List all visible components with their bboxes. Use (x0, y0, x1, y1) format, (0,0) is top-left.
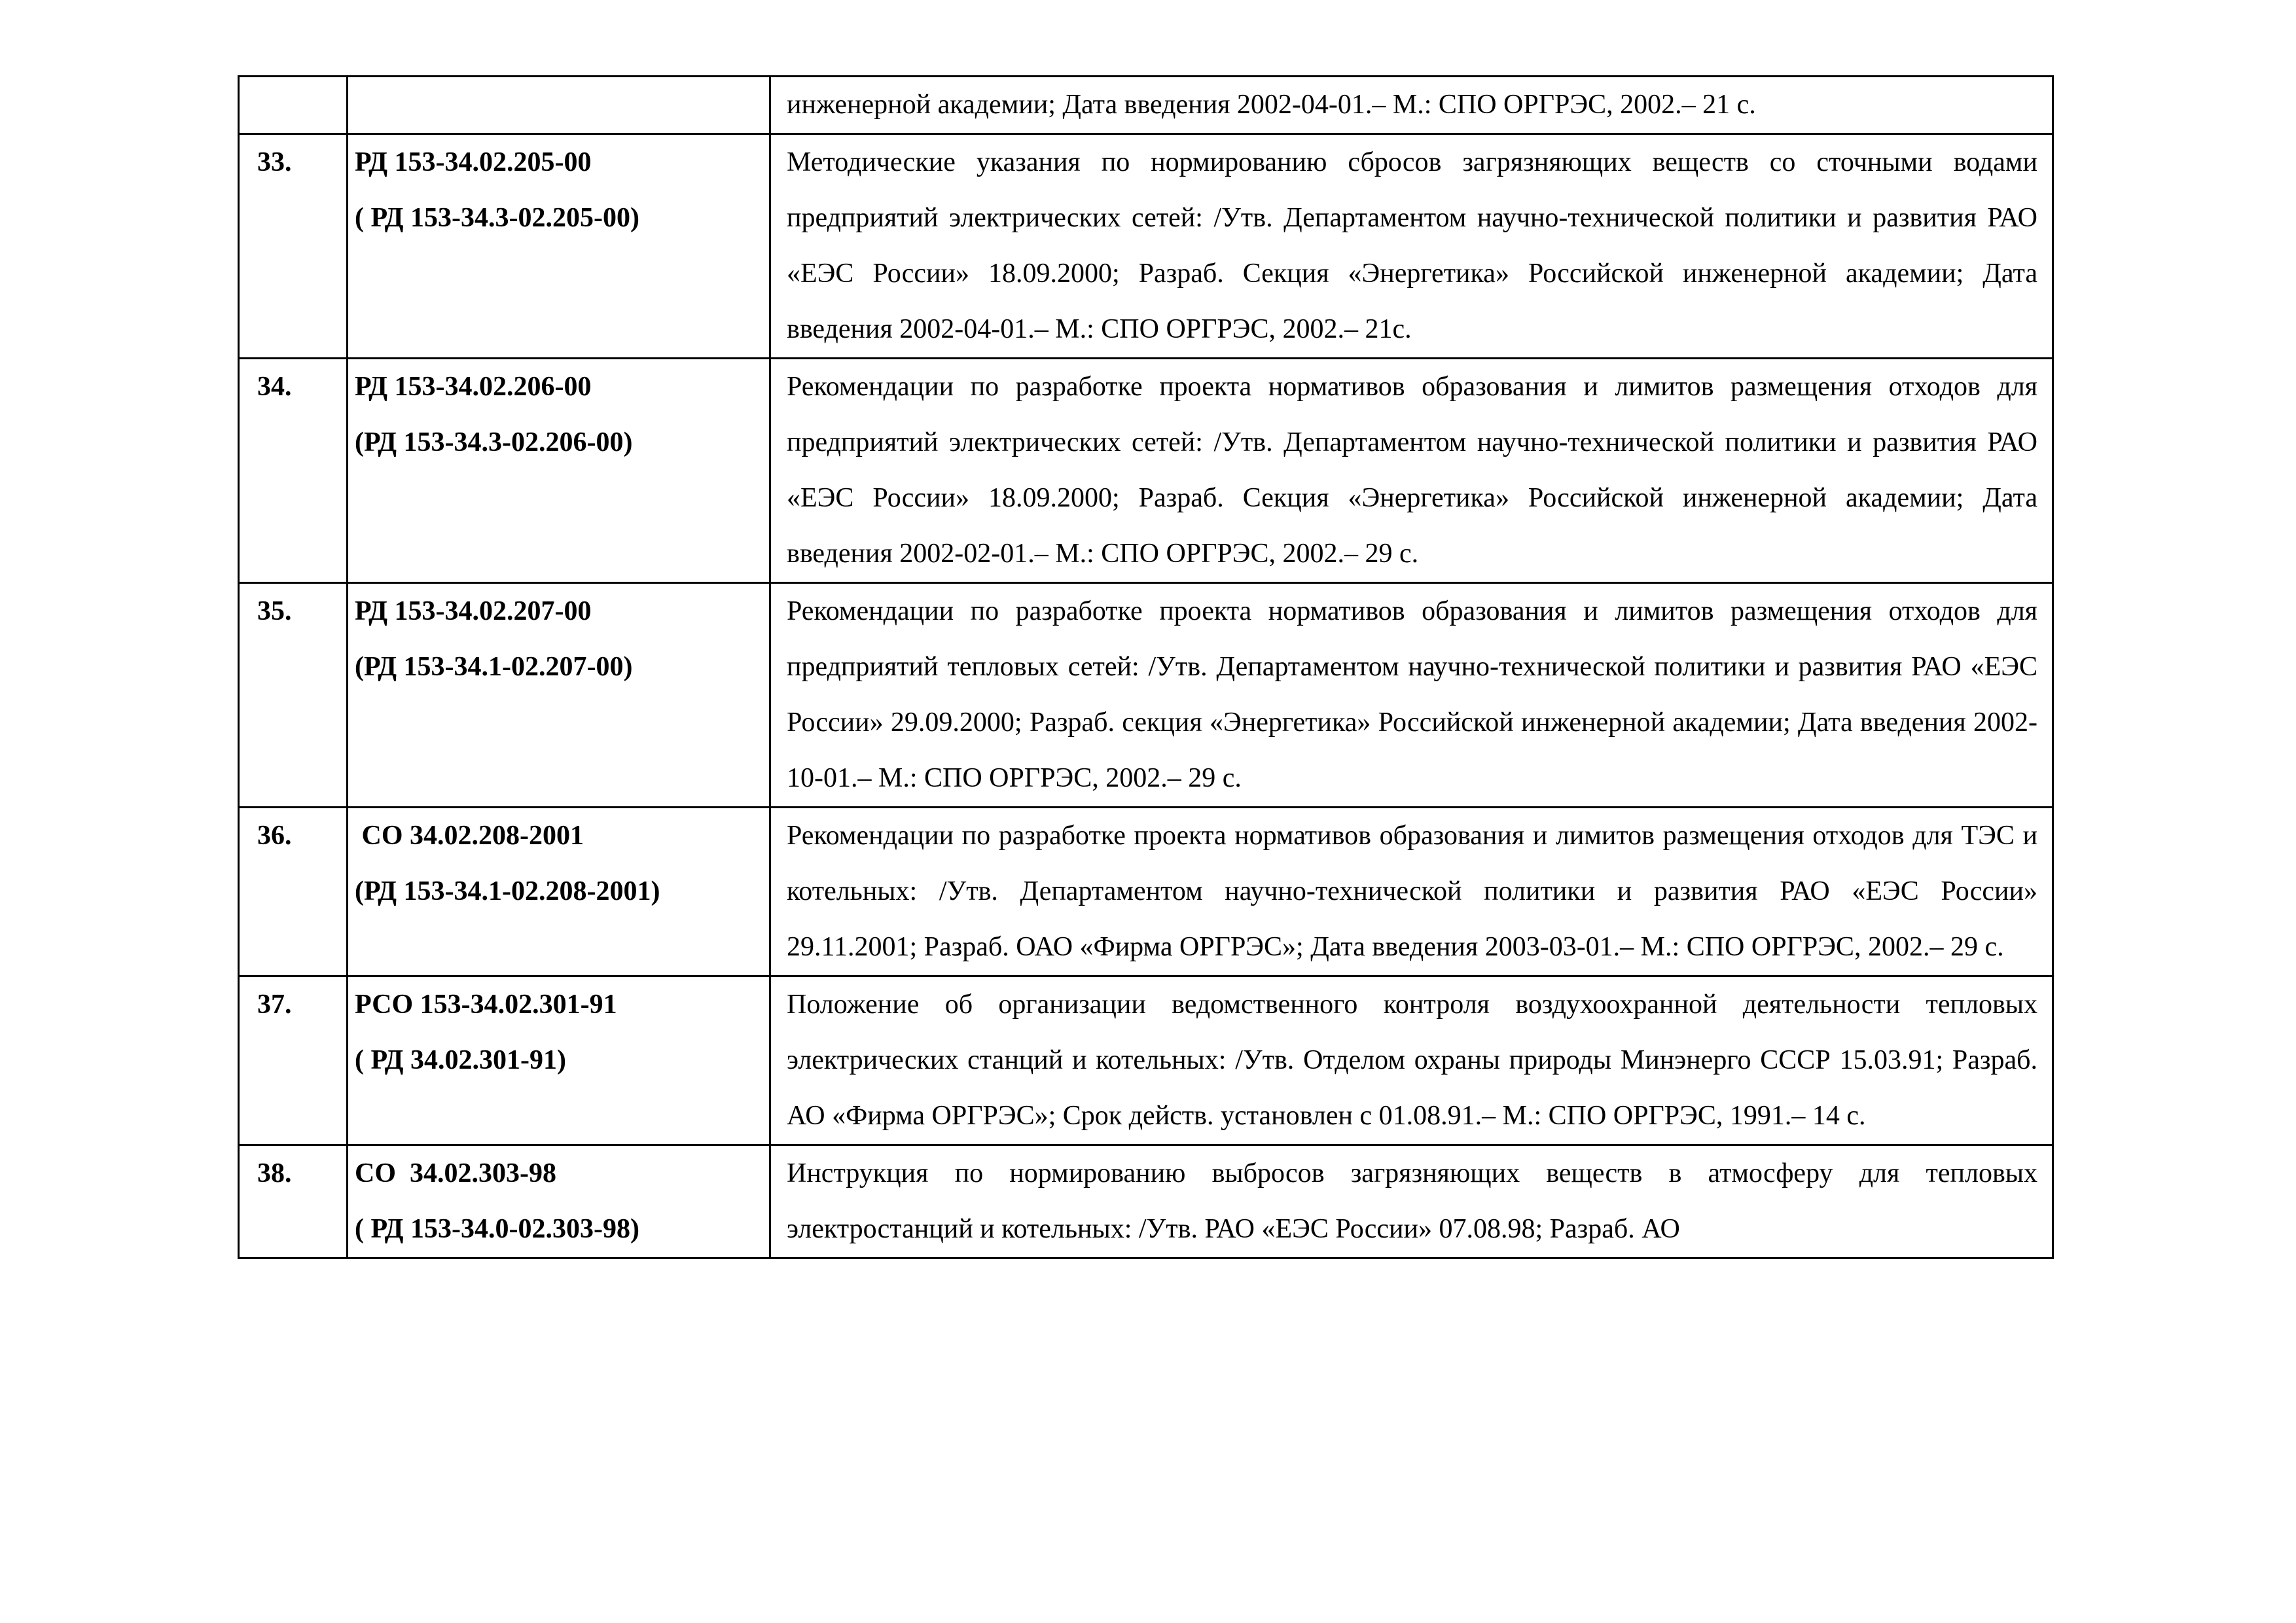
code-primary: СО 34.02.208-2001 (355, 821, 584, 851)
row-number (239, 77, 348, 134)
table-row (239, 583, 2053, 808)
code-primary: СО 34.02.303-98 (355, 1158, 556, 1188)
code-alternate: (РД 153-34.1-02.207-00) (355, 652, 633, 682)
row-number: 35. (239, 583, 348, 808)
code-alternate: (РД 153-34.1-02.208-2001) (355, 876, 660, 906)
document-code (348, 134, 770, 359)
table-row (239, 77, 2053, 134)
document-description: Положение об организации ведомственного контроля воздухоохранной деятельности тепловых электрических станций и котельных: /Утв. Отделом охраны природы Минэнерго СССР 15.03.91; Разраб. АО «Фирма ОРГРЭС»; Срок действ. установлен с 01.08.91.– М.: СПО ОРГРЭС, 1991.– 14 с. (770, 976, 2053, 1145)
table-row (239, 1145, 2053, 1258)
code-primary: РД 153-34.02.206-00 (355, 372, 592, 402)
row-number: 34. (239, 359, 348, 583)
code-alternate: (РД 153-34.3-02.206-00) (355, 427, 633, 457)
table-row (239, 976, 2053, 1145)
document-description: инженерной академии; Дата введения 2002-04-01.– М.: СПО ОРГРЭС, 2002.– 21 с. (770, 77, 2053, 134)
row-number: 36. (239, 808, 348, 976)
document-code (348, 359, 770, 583)
code-primary: РД 153-34.02.207-00 (355, 596, 592, 626)
document-code (348, 583, 770, 808)
document-code (348, 77, 770, 134)
document-code (348, 976, 770, 1145)
row-number: 38. (239, 1145, 348, 1258)
row-number: 33. (239, 134, 348, 359)
document-code (348, 808, 770, 976)
table-row (239, 134, 2053, 359)
code-alternate: ( РД 153-34.0-02.303-98) (355, 1214, 639, 1244)
code-primary: РСО 153-34.02.301-91 (355, 990, 617, 1020)
document-description: Методические указания по нормированию сбросов загрязняющих веществ со сточными водами предприятий электрических сетей: /Утв. Департаментом научно-технической политики и развития РАО «ЕЭС России» 18.09.2000; Разраб. Секция «Энергетика» Российской инженерной академии; Дата введения 2002-04-01.– М.: СПО ОРГРЭС, 2002.– 21с. (770, 134, 2053, 359)
table-row (239, 359, 2053, 583)
code-alternate: ( РД 153-34.3-02.205-00) (355, 203, 639, 233)
row-number: 37. (239, 976, 348, 1145)
code-primary: РД 153-34.02.205-00 (355, 147, 592, 177)
document-description: Рекомендации по разработке проекта нормативов образования и лимитов размещения отходов для ТЭС и котельных: /Утв. Департаментом научно-технической политики и развития РАО «ЕЭС России» 29.11.2001; Разраб. ОАО «Фирма ОРГРЭС»; Дата введения 2003-03-01.– М.: СПО ОРГРЭС, 2002.– 29 с. (770, 808, 2053, 976)
standards-table (238, 75, 2054, 1259)
document-code (348, 1145, 770, 1258)
document-description: Рекомендации по разработке проекта нормативов образования и лимитов размещения отходов для предприятий электрических сетей: /Утв. Департаментом научно-технической политики и развития РАО «ЕЭС России» 18.09.2000; Разраб. Секция «Энергетика» Российской инженерной академии; Дата введения 2002-02-01.– М.: СПО ОРГРЭС, 2002.– 29 с. (770, 359, 2053, 583)
document-description: Инструкция по нормированию выбросов загрязняющих веществ в атмосферу для тепловых электростанций и котельных: /Утв. РАО «ЕЭС России» 07.08.98; Разраб. АО (770, 1145, 2053, 1258)
table-row (239, 808, 2053, 976)
document-description: Рекомендации по разработке проекта нормативов образования и лимитов размещения отходов для предприятий тепловых сетей: /Утв. Департаментом научно-технической политики и развития РАО «ЕЭС России» 29.09.2000; Разраб. секция «Энергетика» Российской инженерной академии; Дата введения 2002-10-01.– М.: СПО ОРГРЭС, 2002.– 29 с. (770, 583, 2053, 808)
code-alternate: ( РД 34.02.301-91) (355, 1045, 567, 1075)
